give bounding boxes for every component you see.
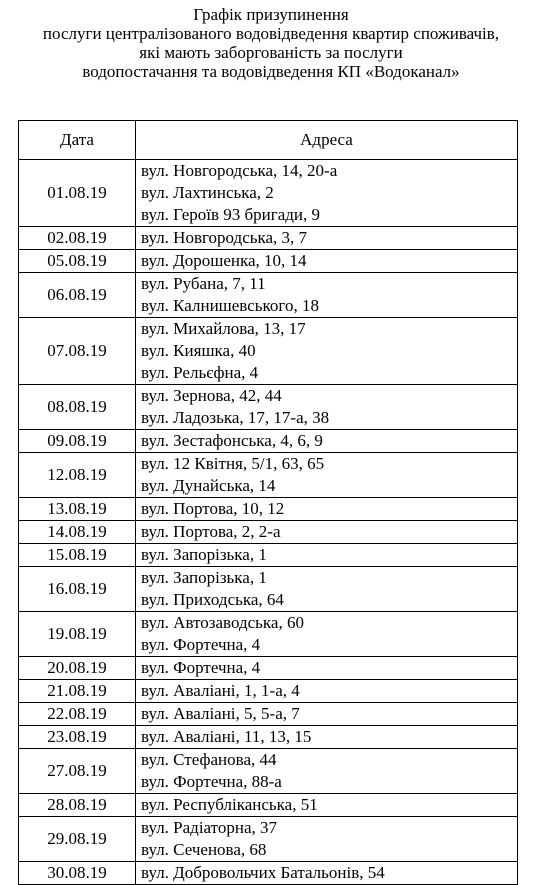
date-cell: 07.08.19	[19, 318, 136, 385]
address-line: вул. Рельєфна, 4	[141, 363, 259, 382]
address-cell	[136, 544, 518, 567]
table-body	[19, 160, 518, 885]
table-row	[19, 318, 518, 385]
address-line: вул. Кияшка, 40	[141, 341, 256, 360]
date-cell: 19.08.19	[19, 612, 136, 657]
table-row	[19, 250, 518, 273]
address-line: вул. Рубана, 7, 11	[141, 274, 266, 293]
address-line: вул. Новгородська, 14, 20-а	[141, 161, 338, 180]
date-cell: 23.08.19	[19, 726, 136, 749]
table-row	[19, 817, 518, 862]
address-line: вул. Стефанова, 44	[141, 750, 277, 769]
date-cell: 22.08.19	[19, 703, 136, 726]
date-cell: 15.08.19	[19, 544, 136, 567]
address-line: вул. Фортечна, 4	[141, 635, 261, 654]
address-line: вул. Аваліані, 5, 5-а, 7	[141, 704, 300, 723]
header-date: Дата	[19, 121, 136, 160]
table-row	[19, 227, 518, 250]
address-cell	[136, 726, 518, 749]
table-header	[19, 121, 518, 160]
date-cell: 08.08.19	[19, 385, 136, 430]
date-cell: 09.08.19	[19, 430, 136, 453]
address-cell	[136, 567, 518, 612]
table-row	[19, 385, 518, 430]
address-cell	[136, 250, 518, 273]
address-cell	[136, 794, 518, 817]
address-line: вул. Аваліані, 11, 13, 15	[141, 727, 312, 746]
date-cell: 27.08.19	[19, 749, 136, 794]
header-row	[19, 121, 518, 160]
address-line: вул. Радіаторна, 37	[141, 818, 278, 837]
date-cell: 21.08.19	[19, 680, 136, 703]
date-cell: 29.08.19	[19, 817, 136, 862]
address-line: вул. Героїв 93 бригади, 9	[141, 205, 321, 224]
address-cell	[136, 612, 518, 657]
address-line: вул. Фортечна, 88-а	[141, 772, 282, 791]
address-line: вул. Запорізька, 1	[141, 568, 267, 587]
address-line: вул. Автозаводська, 60	[141, 613, 304, 632]
header-address: Адреса	[136, 121, 518, 160]
date-cell: 14.08.19	[19, 521, 136, 544]
table-row	[19, 544, 518, 567]
address-line: вул. Калнишевського, 18	[141, 296, 319, 315]
address-cell	[136, 703, 518, 726]
schedule-table	[18, 120, 518, 885]
table-row	[19, 273, 518, 318]
date-cell: 28.08.19	[19, 794, 136, 817]
table-row	[19, 430, 518, 453]
table-row	[19, 453, 518, 498]
date-cell: 02.08.19	[19, 227, 136, 250]
address-line: вул. Михайлова, 13, 17	[141, 319, 306, 338]
address-line: вул. Портова, 10, 12	[141, 499, 285, 518]
address-line: вул. Добровольчих Батальонів, 54	[141, 863, 385, 882]
date-cell: 01.08.19	[19, 160, 136, 227]
address-cell	[136, 817, 518, 862]
address-line: вул. Фортечна, 4	[141, 658, 261, 677]
address-line: вул. Зернова, 42, 44	[141, 386, 282, 405]
address-line: вул. Аваліані, 1, 1-а, 4	[141, 681, 300, 700]
address-cell	[136, 521, 518, 544]
table-row	[19, 794, 518, 817]
address-line: вул. Приходська, 64	[141, 590, 284, 609]
table-row	[19, 498, 518, 521]
address-line: вул. Дунайська, 14	[141, 476, 276, 495]
table-row	[19, 657, 518, 680]
address-line: вул. Зестафонська, 4, 6, 9	[141, 431, 323, 450]
date-cell: 12.08.19	[19, 453, 136, 498]
date-cell: 20.08.19	[19, 657, 136, 680]
date-cell: 30.08.19	[19, 862, 136, 885]
address-line: вул. Запорізька, 1	[141, 545, 267, 564]
address-cell	[136, 862, 518, 885]
title-line: водопостачання та водовідведення КП «Водоканал»	[82, 62, 460, 81]
title-line: які мають заборгованість за послуги	[139, 43, 403, 62]
address-line: вул. Ладозька, 17, 17-а, 38	[141, 408, 330, 427]
address-line: вул. Новгородська, 3, 7	[141, 228, 308, 247]
table-row	[19, 749, 518, 794]
address-line: вул. Дорошенка, 10, 14	[141, 251, 307, 270]
address-cell	[136, 453, 518, 498]
address-cell	[136, 273, 518, 318]
table-row	[19, 160, 518, 227]
address-line: вул. Сеченова, 68	[141, 840, 267, 859]
date-cell: 16.08.19	[19, 567, 136, 612]
address-line: вул. 12 Квітня, 5/1, 63, 65	[141, 454, 325, 473]
address-cell	[136, 160, 518, 227]
title-line: Графік призупинення	[193, 5, 349, 24]
table-row	[19, 521, 518, 544]
address-line: вул. Лахтинська, 2	[141, 183, 274, 202]
address-cell	[136, 385, 518, 430]
table-row	[19, 680, 518, 703]
address-line: вул. Республіканська, 51	[141, 795, 318, 814]
address-cell	[136, 657, 518, 680]
date-cell: 05.08.19	[19, 250, 136, 273]
address-cell	[136, 749, 518, 794]
document-title	[0, 5, 542, 81]
address-cell	[136, 498, 518, 521]
title-line: послуги централізованого водовідведення квартир споживачів,	[42, 24, 500, 43]
address-cell	[136, 680, 518, 703]
table-row	[19, 703, 518, 726]
table-row	[19, 567, 518, 612]
table-row	[19, 862, 518, 885]
address-cell	[136, 227, 518, 250]
table-row	[19, 726, 518, 749]
address-cell	[136, 318, 518, 385]
address-cell	[136, 430, 518, 453]
table-row	[19, 612, 518, 657]
date-cell: 06.08.19	[19, 273, 136, 318]
address-line: вул. Портова, 2, 2-а	[141, 522, 281, 541]
date-cell: 13.08.19	[19, 498, 136, 521]
